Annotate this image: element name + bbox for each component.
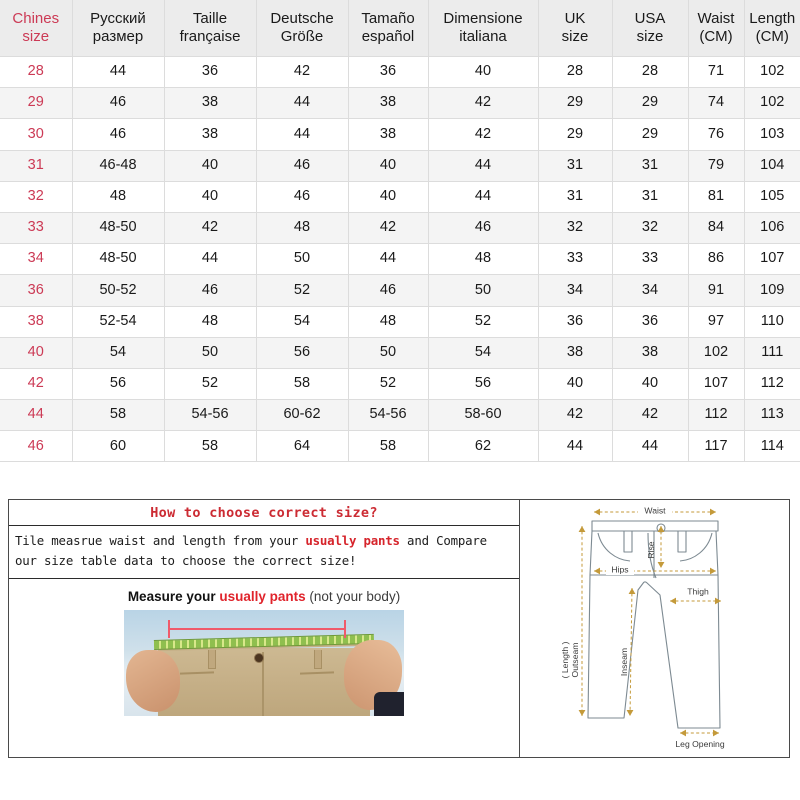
table-cell: 36 [538, 306, 612, 337]
table-cell: 114 [744, 431, 800, 462]
table-cell: 42 [348, 212, 428, 243]
table-row [0, 368, 800, 399]
table-cell: 58 [348, 431, 428, 462]
column-header-uk-size [538, 0, 612, 57]
table-cell: 40 [538, 368, 612, 399]
table-row [0, 57, 800, 88]
table-cell: 71 [688, 57, 744, 88]
table-cell: 54 [256, 306, 348, 337]
photo-belt-loop-left [208, 650, 216, 669]
table-cell: 52 [428, 306, 538, 337]
table-cell: 46 [72, 88, 164, 119]
table-cell: 48 [72, 181, 164, 212]
table-cell: 36 [612, 306, 688, 337]
table-cell: 44 [428, 150, 538, 181]
howto-panel [9, 500, 520, 757]
table-cell: 56 [72, 368, 164, 399]
table-cell: 60 [72, 431, 164, 462]
table-cell: 38 [612, 337, 688, 368]
table-cell: 109 [744, 275, 800, 306]
table-cell: 60-62 [256, 400, 348, 431]
table-header-row [0, 0, 800, 57]
table-cell: 42 [538, 400, 612, 431]
table-row [0, 150, 800, 181]
table-cell: 44 [538, 431, 612, 462]
table-row [0, 275, 800, 306]
diagram-label-length: ( Length ) [560, 641, 570, 679]
table-cell: 42 [256, 57, 348, 88]
column-header-german-size [256, 0, 348, 57]
diagram-coin-pocket-left [624, 531, 632, 552]
cell-chinese-size: 32 [0, 181, 72, 212]
diagram-label-outseam: Outseam [570, 642, 580, 678]
photo-sleeve [374, 692, 404, 716]
table-cell: 48 [348, 306, 428, 337]
table-cell: 84 [688, 212, 744, 243]
table-cell: 62 [428, 431, 538, 462]
header-line1: Русский [90, 9, 146, 27]
table-cell: 38 [164, 119, 256, 150]
table-cell: 44 [256, 88, 348, 119]
table-cell: 28 [612, 57, 688, 88]
table-cell: 44 [348, 244, 428, 275]
cell-chinese-size: 28 [0, 57, 72, 88]
table-cell: 102 [744, 57, 800, 88]
table-cell: 107 [744, 244, 800, 275]
table-cell: 32 [612, 212, 688, 243]
section-gap [0, 463, 800, 499]
howto-title: How to choose correct size? [9, 500, 519, 526]
measure-caption-highlight: usually pants [219, 589, 306, 605]
table-cell: 50 [256, 244, 348, 275]
table-cell: 110 [744, 306, 800, 337]
table-cell: 111 [744, 337, 800, 368]
table-cell: 31 [538, 150, 612, 181]
table-cell: 48-50 [72, 212, 164, 243]
table-cell: 56 [428, 368, 538, 399]
table-cell: 106 [744, 212, 800, 243]
table-cell: 29 [538, 88, 612, 119]
header-line1: Waist [697, 9, 735, 27]
table-cell: 64 [256, 431, 348, 462]
table-cell: 38 [348, 88, 428, 119]
diagram-label-rise: Rise [646, 541, 656, 559]
header-line1: Deutsche [270, 9, 334, 27]
column-header-usa-size [612, 0, 688, 57]
table-cell: 40 [164, 181, 256, 212]
table-cell: 112 [744, 368, 800, 399]
header-line1: Taille [192, 9, 228, 27]
diagram-label-waist: Waist [644, 505, 666, 516]
table-cell: 50 [164, 337, 256, 368]
table-row [0, 337, 800, 368]
table-cell: 42 [428, 88, 538, 119]
cell-chinese-size: 38 [0, 306, 72, 337]
table-cell: 46 [348, 275, 428, 306]
diagram-left-leg [588, 575, 644, 718]
table-row [0, 88, 800, 119]
table-cell: 33 [538, 244, 612, 275]
header-line2: française [179, 28, 241, 45]
diagram-label-hips: Hips [611, 564, 629, 575]
header-line2: size [561, 28, 589, 45]
cell-chinese-size: 46 [0, 431, 72, 462]
table-cell: 48-50 [72, 244, 164, 275]
table-cell: 52 [164, 368, 256, 399]
table-cell: 42 [612, 400, 688, 431]
table-cell: 105 [744, 181, 800, 212]
table-cell: 48 [428, 244, 538, 275]
measure-illustration-area [9, 579, 519, 757]
diagram-right-leg [646, 575, 720, 728]
table-cell: 46-48 [72, 150, 164, 181]
header-line2: italiana [459, 28, 507, 45]
table-cell: 48 [256, 212, 348, 243]
table-cell: 44 [164, 244, 256, 275]
measure-caption-part1: Measure your [127, 589, 220, 605]
howto-instruction-text [9, 526, 519, 579]
table-cell: 28 [538, 57, 612, 88]
table-cell: 54-56 [348, 400, 428, 431]
header-line2: español [361, 28, 415, 45]
column-header-french-size [164, 0, 256, 57]
photo-belt-loop-right [314, 650, 322, 669]
table-cell: 46 [256, 181, 348, 212]
table-cell: 52 [256, 275, 348, 306]
table-cell: 58 [256, 368, 348, 399]
diagram-label-thigh: Thigh [687, 586, 709, 597]
diagram-waistband [592, 521, 718, 531]
table-cell: 103 [744, 119, 800, 150]
table-cell: 56 [256, 337, 348, 368]
table-cell: 54 [72, 337, 164, 368]
table-cell: 58-60 [428, 400, 538, 431]
table-row [0, 306, 800, 337]
table-cell: 76 [688, 119, 744, 150]
table-cell: 29 [612, 88, 688, 119]
howto-text-highlight: usually pants [305, 533, 400, 548]
header-line1: USA [634, 9, 666, 27]
photo-hand-left [126, 650, 180, 712]
diagram-label-leg-opening: Leg Opening [675, 739, 725, 749]
table-cell: 46 [428, 212, 538, 243]
header-line2: (CM) [755, 28, 789, 45]
table-cell: 44 [72, 57, 164, 88]
diagram-pocket-right [680, 533, 712, 561]
cell-chinese-size: 42 [0, 368, 72, 399]
column-header-spanish-size [348, 0, 428, 57]
photo-waist-arrow [168, 628, 346, 630]
header-line1: Length [749, 9, 796, 27]
measure-caption [128, 589, 400, 604]
table-body [0, 57, 800, 462]
table-row [0, 400, 800, 431]
cell-chinese-size: 30 [0, 119, 72, 150]
table-cell: 38 [538, 337, 612, 368]
diagram-pocket-left [598, 533, 630, 561]
table-row [0, 181, 800, 212]
cell-chinese-size: 34 [0, 244, 72, 275]
cell-chinese-size: 36 [0, 275, 72, 306]
header-line2: size [636, 28, 664, 45]
table-cell: 48 [164, 306, 256, 337]
table-cell: 117 [688, 431, 744, 462]
table-cell: 46 [164, 275, 256, 306]
photo-pants-fly [262, 652, 264, 716]
column-header-length-cm [744, 0, 800, 57]
table-cell: 112 [688, 400, 744, 431]
pants-measurement-diagram [520, 500, 789, 756]
howto-text-part1: Tile measrue waist and length from your [15, 533, 306, 548]
cell-chinese-size: 29 [0, 88, 72, 119]
table-cell: 38 [348, 119, 428, 150]
table-cell: 54 [428, 337, 538, 368]
pants-measurement-photo [124, 610, 404, 716]
table-cell: 102 [744, 88, 800, 119]
column-header-russian-size [72, 0, 164, 57]
table-cell: 52 [348, 368, 428, 399]
table-cell: 42 [164, 212, 256, 243]
table-cell: 97 [688, 306, 744, 337]
table-cell: 32 [538, 212, 612, 243]
cell-chinese-size: 44 [0, 400, 72, 431]
table-cell: 50-52 [72, 275, 164, 306]
table-row [0, 244, 800, 275]
table-cell: 107 [688, 368, 744, 399]
table-row [0, 212, 800, 243]
table-cell: 36 [164, 57, 256, 88]
cell-chinese-size: 33 [0, 212, 72, 243]
table-cell: 102 [688, 337, 744, 368]
table-cell: 36 [348, 57, 428, 88]
table-cell: 58 [72, 400, 164, 431]
howto-text-part2: and Compare our size table data to choose the correct size! [15, 533, 487, 569]
table-cell: 50 [428, 275, 538, 306]
table-cell: 113 [744, 400, 800, 431]
table-cell: 86 [688, 244, 744, 275]
table-row [0, 431, 800, 462]
header-line1: Tamaño [361, 9, 415, 27]
diagram-label-inseam: Inseam [619, 647, 629, 677]
table-cell: 34 [612, 275, 688, 306]
table-cell: 74 [688, 88, 744, 119]
table-cell: 58 [164, 431, 256, 462]
table-cell: 40 [164, 150, 256, 181]
measure-caption-part2: (not your body) [305, 589, 401, 605]
column-header-waist-cm [688, 0, 744, 57]
table-cell: 29 [538, 119, 612, 150]
table-cell: 52-54 [72, 306, 164, 337]
table-cell: 29 [612, 119, 688, 150]
table-row [0, 119, 800, 150]
header-line1: Chines [12, 9, 60, 27]
header-line2: size [22, 28, 50, 45]
table-cell: 46 [256, 150, 348, 181]
diagram-coin-pocket-right [678, 531, 686, 552]
column-header-italian-size [428, 0, 538, 57]
table-cell: 38 [164, 88, 256, 119]
table-cell: 104 [744, 150, 800, 181]
table-cell: 44 [428, 181, 538, 212]
table-cell: 31 [538, 181, 612, 212]
table-cell: 44 [256, 119, 348, 150]
table-cell: 50 [348, 337, 428, 368]
cell-chinese-size: 40 [0, 337, 72, 368]
table-header [0, 0, 800, 57]
table-cell: 81 [688, 181, 744, 212]
table-cell: 54-56 [164, 400, 256, 431]
table-cell: 34 [538, 275, 612, 306]
table-cell: 40 [612, 368, 688, 399]
table-cell: 79 [688, 150, 744, 181]
header-line1: Dimensione [443, 9, 523, 27]
column-header-chinese-size [0, 0, 72, 57]
header-line2: Größe [280, 28, 324, 45]
table-cell: 31 [612, 181, 688, 212]
cell-chinese-size: 31 [0, 150, 72, 181]
instructions-section [8, 499, 790, 758]
table-cell: 42 [428, 119, 538, 150]
header-line2: (CM) [699, 28, 733, 45]
pants-diagram-panel [520, 500, 789, 757]
photo-pants-body [158, 648, 370, 716]
header-line2: размер [92, 28, 144, 45]
table-cell: 91 [688, 275, 744, 306]
table-cell: 40 [348, 150, 428, 181]
table-cell: 40 [348, 181, 428, 212]
table-cell: 33 [612, 244, 688, 275]
header-line1: UK [564, 9, 586, 27]
table-cell: 46 [72, 119, 164, 150]
table-cell: 31 [612, 150, 688, 181]
table-cell: 40 [428, 57, 538, 88]
table-cell: 44 [612, 431, 688, 462]
